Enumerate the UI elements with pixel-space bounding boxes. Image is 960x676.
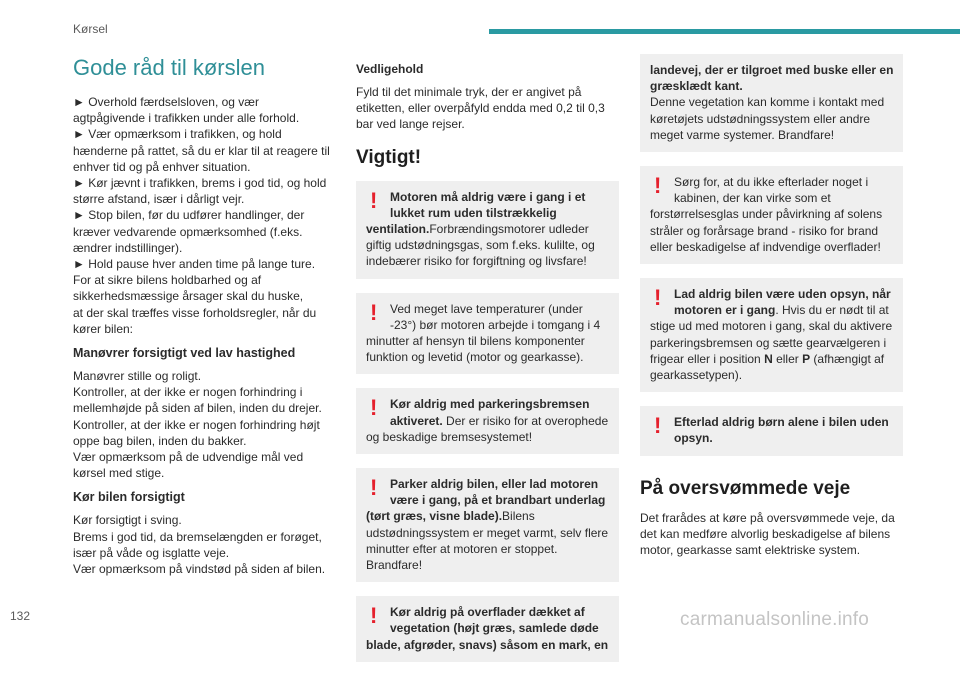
warning-icon: ! bbox=[370, 299, 378, 325]
warning-ventilation: ! Motoren må aldrig være i gang i et lukket rum uden tilstrækkelig ventilation.Forbrændingsmotorer udleder giftig udstødningsgas, som f.eks. kulilte, og indebærer risiko for forgiftning og livsfare! bbox=[356, 181, 619, 279]
text-line: sikkerhedsmæssige årsager skal du huske, bbox=[73, 289, 304, 304]
warning-unattended-engine: ! Lad aldrig bilen være uden opsyn, når motoren er i gang. Hvis du er nødt til at stige ud med motoren i gang, skal du aktivere parkeringsbremsen og sætte gearvælgeren i frigear eller i position N eller P (afhængigt af gearkassetypen). bbox=[640, 278, 903, 392]
warning-flammable-surface: ! Parker aldrig bilen, eller lad motoren være i gang, på et brandbart underlag (tørt græs, visne blade).Bilens udstødningssystem er meget varmt, selv flere minutter efter at motoren er stoppet. Brandfare! bbox=[356, 468, 619, 582]
text-line: bar ved lange rejser. bbox=[356, 117, 465, 132]
column-1 bbox=[73, 54, 335, 577]
warning-low-temperature: ! Ved meget lave temperaturer (under -23°) bør motoren arbejde i tomgang i 4 minutter af hensyn til bilens komponenter funktion og levetid (motor og gearkasse). bbox=[356, 293, 619, 375]
text-line: Brems i god tid, da bremselængden er forøget, bbox=[73, 529, 322, 544]
text-line: kører bilen: bbox=[73, 321, 134, 336]
text-line: Vær opmærksom på vindstød på siden af bilen. bbox=[73, 562, 326, 577]
text-line: motor, gearkasse samt elektriske system. bbox=[640, 543, 861, 558]
text-line: Kør forsigtigt i sving. bbox=[73, 513, 182, 528]
text-line: ► Vær opmærksom i trafikken, og hold bbox=[73, 127, 282, 142]
text-line: mellemhøjde på siden af bilen, inden du drejer. bbox=[73, 401, 322, 416]
warning-icon: ! bbox=[654, 413, 662, 439]
subheading-low-speed: Manøvrer forsigtigt ved lav hastighed bbox=[73, 346, 296, 361]
text-line: Fyld til det minimale tryk, der er angivet på bbox=[356, 85, 582, 99]
text-line: ► Hold pause hver anden time på lange ture. bbox=[73, 257, 316, 272]
text-line: hænderne på rattet, så du er klar til at reagere til bbox=[73, 143, 330, 158]
text-line: især på våde og isglatte veje. bbox=[73, 545, 230, 560]
warning-icon: ! bbox=[370, 187, 378, 213]
text-line: ► Kør jævnt i trafikken, brems i god tid, og hold bbox=[73, 176, 327, 191]
text-line: oppe bag bilen, inden du bakker. bbox=[73, 433, 247, 448]
warning-parking-brake: ! Kør aldrig med parkeringsbremsen aktiveret. Der er risiko for at overophede og beskadige bremsesystemet! bbox=[356, 388, 619, 454]
warning-icon: ! bbox=[654, 173, 662, 199]
warning-children: ! Efterlad aldrig børn alene i bilen uden opsyn. bbox=[640, 406, 903, 455]
text-line: enhver tid og på enhver situation. bbox=[73, 159, 251, 174]
watermark: carmanualsonline.info bbox=[680, 609, 870, 630]
maintenance-text bbox=[356, 84, 619, 133]
warning-icon: ! bbox=[370, 475, 378, 501]
text-line: ► Overhold færdselsloven, og vær bbox=[73, 95, 259, 109]
text-line: kørsel med stige. bbox=[73, 466, 165, 481]
subheading-drive-carefully: Kør bilen forsigtigt bbox=[73, 490, 185, 505]
text-line: Kontroller, at der ikke er nogen forhindring i bbox=[73, 385, 303, 400]
warning-icon: ! bbox=[370, 603, 378, 629]
text-line: Kontroller, at der ikke er nogen forhindring højt bbox=[73, 417, 320, 432]
warning-magnifying-objects: ! Sørg for, at du ikke efterlader noget i kabinen, der kan virke som et forstørrelsesglas under påvirkning af solens stråler og forårsage brand - risiko for brand eller beskadigelse af indvendige overflader! bbox=[640, 166, 903, 264]
important-heading: Vigtigt! bbox=[356, 146, 422, 168]
intro-text bbox=[73, 94, 335, 337]
flooded-roads-heading: På oversvømmede veje bbox=[640, 477, 851, 499]
subheading-maintenance: Vedligehold bbox=[356, 62, 424, 76]
warning-vegetation-continued: landevej, der er tilgroet med buske eller en græsklædt kant. Denne vegetation kan komme i kontakt med køretøjets udstødningssystem eller andre meget varme systemer. Brandfare! bbox=[640, 54, 903, 152]
column-2 bbox=[356, 54, 619, 676]
text-line: det kan medføre alvorlig beskadigelse af bilens bbox=[640, 526, 891, 541]
section-header: Kørsel bbox=[73, 22, 108, 36]
text-line: ændrer indstillinger). bbox=[73, 240, 183, 255]
column-3 bbox=[640, 54, 903, 558]
text-line: etiketten, eller overpåfyld endda med 0,2 til 0,3 bbox=[356, 101, 605, 116]
warning-icon: ! bbox=[370, 395, 378, 421]
text-line: Manøvrer stille og roligt. bbox=[73, 369, 202, 384]
flooded-roads-text bbox=[640, 510, 903, 559]
drive-carefully-text bbox=[73, 512, 335, 577]
warning-icon: ! bbox=[654, 285, 662, 311]
text-line: agtpågivende i trafikken under alle forhold. bbox=[73, 111, 300, 126]
header-accent-bar bbox=[489, 29, 960, 34]
text-line: Vær opmærksom på de udvendige mål ved bbox=[73, 450, 304, 465]
warning-vegetation: ! Kør aldrig på overflader dækket af vegetation (højt græs, samlede døde blade, afgrøder, snavs) såsom en mark, en bbox=[356, 596, 619, 662]
page-number: 132 bbox=[10, 609, 31, 623]
page-title: Gode råd til kørslen bbox=[73, 55, 265, 80]
low-speed-text bbox=[73, 368, 335, 481]
text-line: at der skal træffes visse forholdsregler, når du bbox=[73, 305, 317, 320]
text-line: ► Stop bilen, før du udfører handlinger, der bbox=[73, 208, 305, 223]
text-line: For at sikre bilens holdbarhed og af bbox=[73, 273, 262, 288]
text-line: større afstand, især i dårligt vejr. bbox=[73, 192, 245, 207]
text-line: kræver vedvarende opmærksomhed (f.eks. bbox=[73, 224, 303, 239]
text-line: Det frarådes at køre på oversvømmede veje, da bbox=[640, 510, 895, 525]
